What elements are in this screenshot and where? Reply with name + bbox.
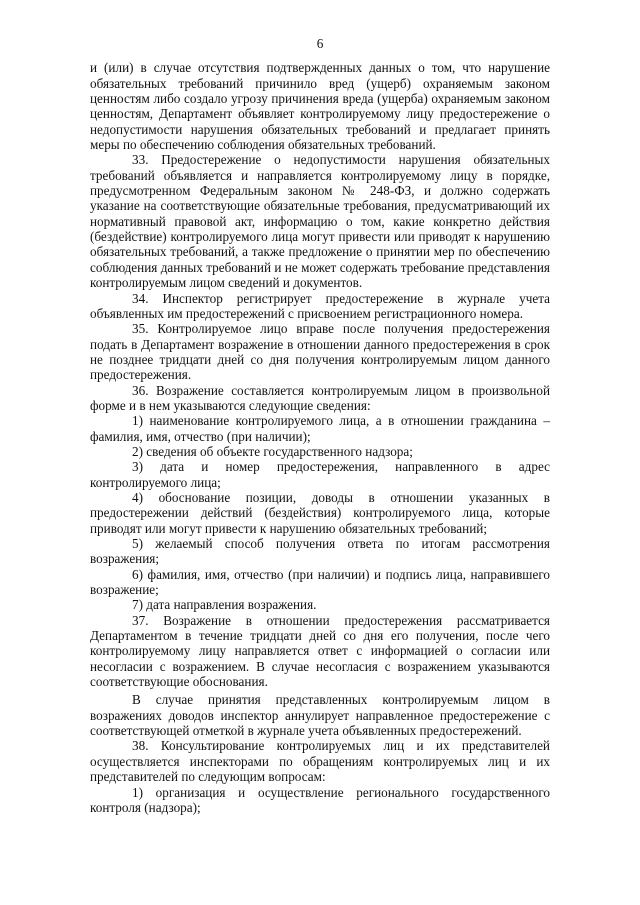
list-item-36-5: 5) желаемый способ получения ответа по итогам рассмотрения возражения;	[90, 536, 550, 567]
page-number: 6	[316, 36, 324, 51]
list-item-38-1: 1) организация и осуществление регионального государственного контроля (надзора);	[90, 784, 550, 815]
paragraph-37: 37. Возражение в отношении предостережения рассматривается Департаментом в течение тридцати дней со дня его получения, после чего контролируемому лицу направляется ответ с информацией о согласии или несогласии с возражением. В случае несогласия с возражением указываются соответствующие обоснования.	[90, 612, 550, 690]
paragraph-35: 35. Контролируемое лицо вправе после получения предостережения подать в Департамент возражение в отношении данного предостережения в срок не позднее тридцати дней со дня получения контролируемым лицом данного предостережения.	[90, 321, 550, 383]
paragraph-37-continued: В случае принятия представленных контролируемым лицом в возражениях доводов инспектор аннулирует направленное предостережение с соответствующей отметкой в журнале учета объявленных предостережений.	[90, 692, 550, 739]
document-page	[90, 36, 550, 815]
paragraph-38: 38. Консультирование контролируемых лиц и их представителей осуществляется инспекторами по обращениям контролируемых лиц и их представителей по следующим вопросам:	[90, 738, 550, 785]
paragraph-intro: и (или) в случае отсутствия подтвержденных данных о том, что нарушение обязательных требований причинило вред (ущерб) охраняемым законом ценностям либо создало угрозу причинения вреда (ущерба) охраняемым законом ценностям, Департамент объявляет контролируемому лицу предостережение о недопустимости нарушения обязательных требований и предлагает принять меры по обеспечению соблюдения обязательных требований.	[90, 60, 550, 153]
paragraph-36: 36. Возражение составляется контролируемым лицом в произвольной форме и в нем указываются следующие сведения:	[90, 382, 550, 413]
list-item-36-7: 7) дата направления возражения.	[132, 597, 317, 613]
list-item-36-2: 2) сведения об объекте государственного надзора;	[132, 443, 413, 459]
list-item-36-3: 3) дата и номер предостережения, направленного в адрес контролируемого лица;	[90, 459, 550, 490]
list-item-36-4: 4) обоснование позиции, доводы в отношении указанных в предостережении действий (бездействия) контролируемого лица, которые приводят или могут привести к нарушению обязательных требований;	[90, 489, 550, 536]
list-item-36-6: 6) фамилия, имя, отчество (при наличии) и подпись лица, направившего возражение;	[90, 566, 550, 598]
list-item-36-1: 1) наименование контролируемого лица, а в отношении гражданина – фамилия, имя, отчество (при наличии);	[90, 413, 550, 444]
paragraph-33: 33. Предостережение о недопустимости нарушения обязательных требований объявляется и направляется контролируемому лицу в порядке, предусмотренном Федеральным законом № 248-ФЗ, и должно содержать указание на соответствующие обязательные требования, предусматривающий их нормативный правовой акт, информацию о том, какие конкретно действия (бездействие) контролируемого лица могут привести или приводят к нарушению обязательных требований, а также предложение о принятии мер по обеспечению соблюдения данных требований и не может содержать требование представления контролируемым лицом сведений и документов.	[90, 152, 550, 291]
paragraph-34: 34. Инспектор регистрирует предостережение в журнале учета объявленных им предостережений с присвоением регистрационного номера.	[90, 290, 550, 321]
